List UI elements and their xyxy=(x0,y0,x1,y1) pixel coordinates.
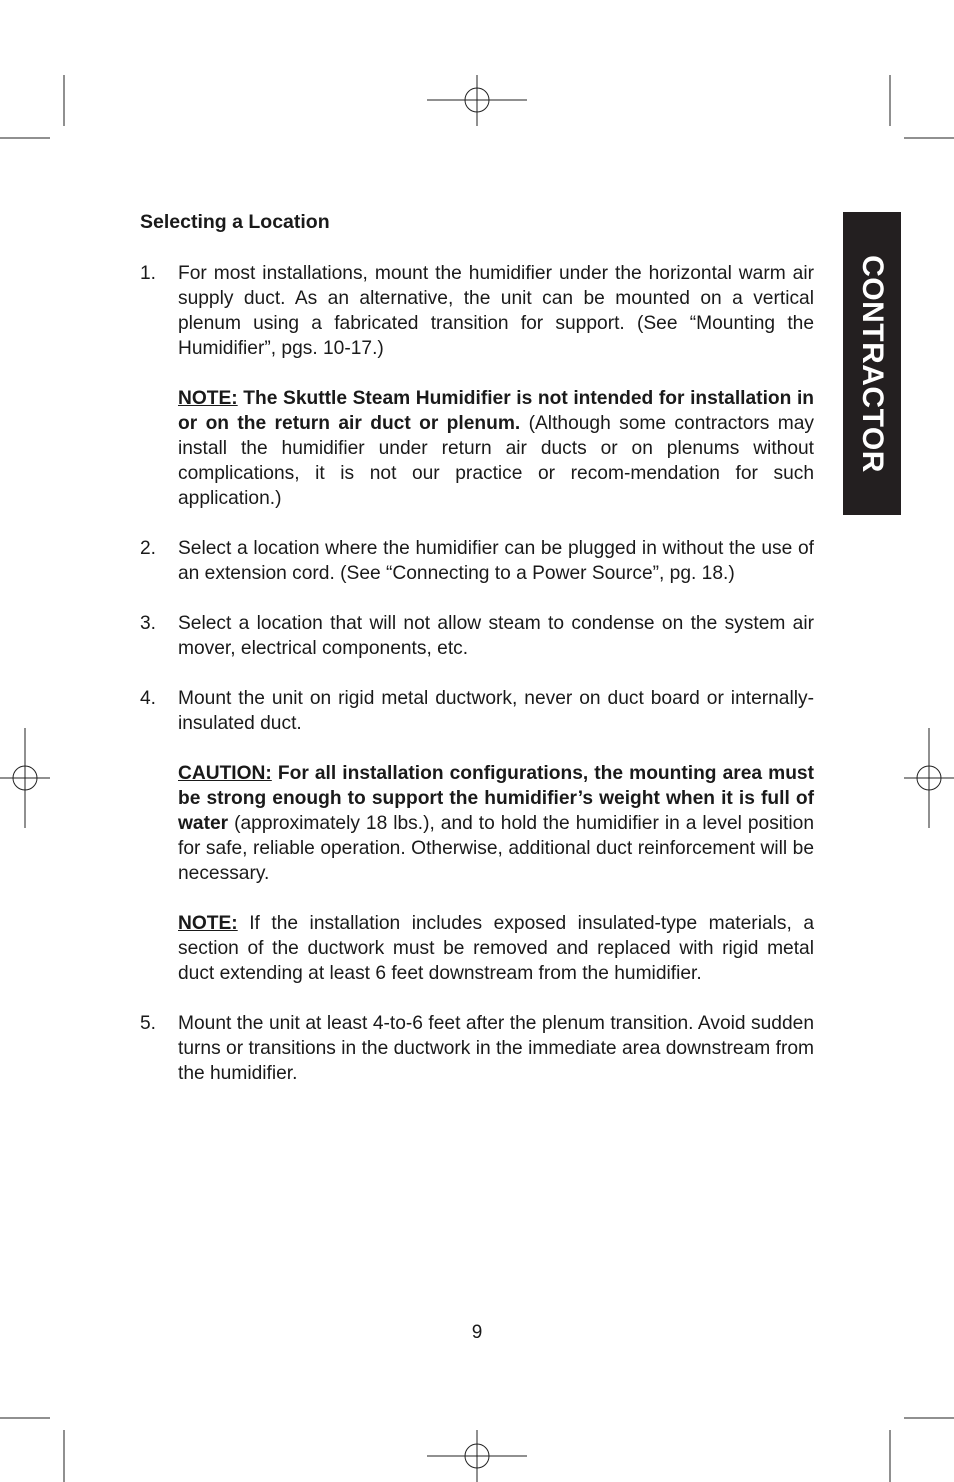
item-text: Mount the unit at least 4-to-6 feet after the plenum transition. Avoid sudden turns or transitions in the ductwork in the immediate area downstream from the humidifier. xyxy=(178,1013,814,1084)
note-label: NOTE: xyxy=(178,388,238,409)
item-number: 5. xyxy=(140,1013,157,1034)
item-number: 2. xyxy=(140,538,157,559)
caution-paragraph xyxy=(178,761,814,886)
list-item xyxy=(140,1011,814,1086)
list-item xyxy=(140,261,814,511)
item-number: 4. xyxy=(140,688,157,709)
note-text: (Although some contractors may install the humidifier under return air ducts or on plenums without complications, it is not our practice or recom-mendation for such application.) xyxy=(178,413,814,509)
caution-label: CAUTION: xyxy=(178,763,272,784)
item-text: Select a location where the humidifier can be plugged in without the use of an extension cord. (See “Connecting to a Power Source”, pg. 18.) xyxy=(178,538,814,584)
list-item xyxy=(140,536,814,586)
item-number: 3. xyxy=(140,613,157,634)
item-text: Select a location that will not allow steam to condense on the system air mover, electrical components, etc. xyxy=(178,613,814,659)
note-text: If the installation includes exposed insulated-type materials, a section of the ductwork must be removed and replaced with rigid metal duct extending at least 6 feet downstream from the humidifier. xyxy=(178,913,814,984)
page-content xyxy=(140,208,814,1111)
list-item xyxy=(140,611,814,661)
note-label: NOTE: xyxy=(178,913,238,934)
location-list xyxy=(140,261,814,1086)
note-paragraph xyxy=(178,911,814,986)
section-tab-label: CONTRACTOR xyxy=(856,254,889,473)
list-item xyxy=(140,686,814,986)
note-paragraph xyxy=(178,386,814,511)
caution-bold-text: For all installation configurations, the mounting area must be strong enough to support the humidifier’s weight when it is full of water xyxy=(178,763,814,834)
item-text: For most installations, mount the humidifier under the horizontal warm air supply duct. As an alternative, the unit can be mounted on a vertical plenum using a fabricated transition for support. (See “Mounting the Humidifier”, pgs. 10-17.) xyxy=(178,263,814,359)
page-number: 9 xyxy=(471,1322,483,1343)
caution-text: (approximately 18 lbs.), and to hold the humidifier in a level position for safe, reliable operation. Otherwise, additional duct reinforcement will be necessary. xyxy=(178,813,814,884)
item-text: Mount the unit on rigid metal ductwork, never on duct board or internally-insulated duct. xyxy=(178,688,814,734)
section-heading: Selecting a Location xyxy=(140,211,330,233)
section-tab xyxy=(843,212,901,515)
note-bold-text: The Skuttle Steam Humidifier is not intended for installation in or on the return air duct or plenum. xyxy=(178,388,814,434)
item-number: 1. xyxy=(140,263,157,284)
